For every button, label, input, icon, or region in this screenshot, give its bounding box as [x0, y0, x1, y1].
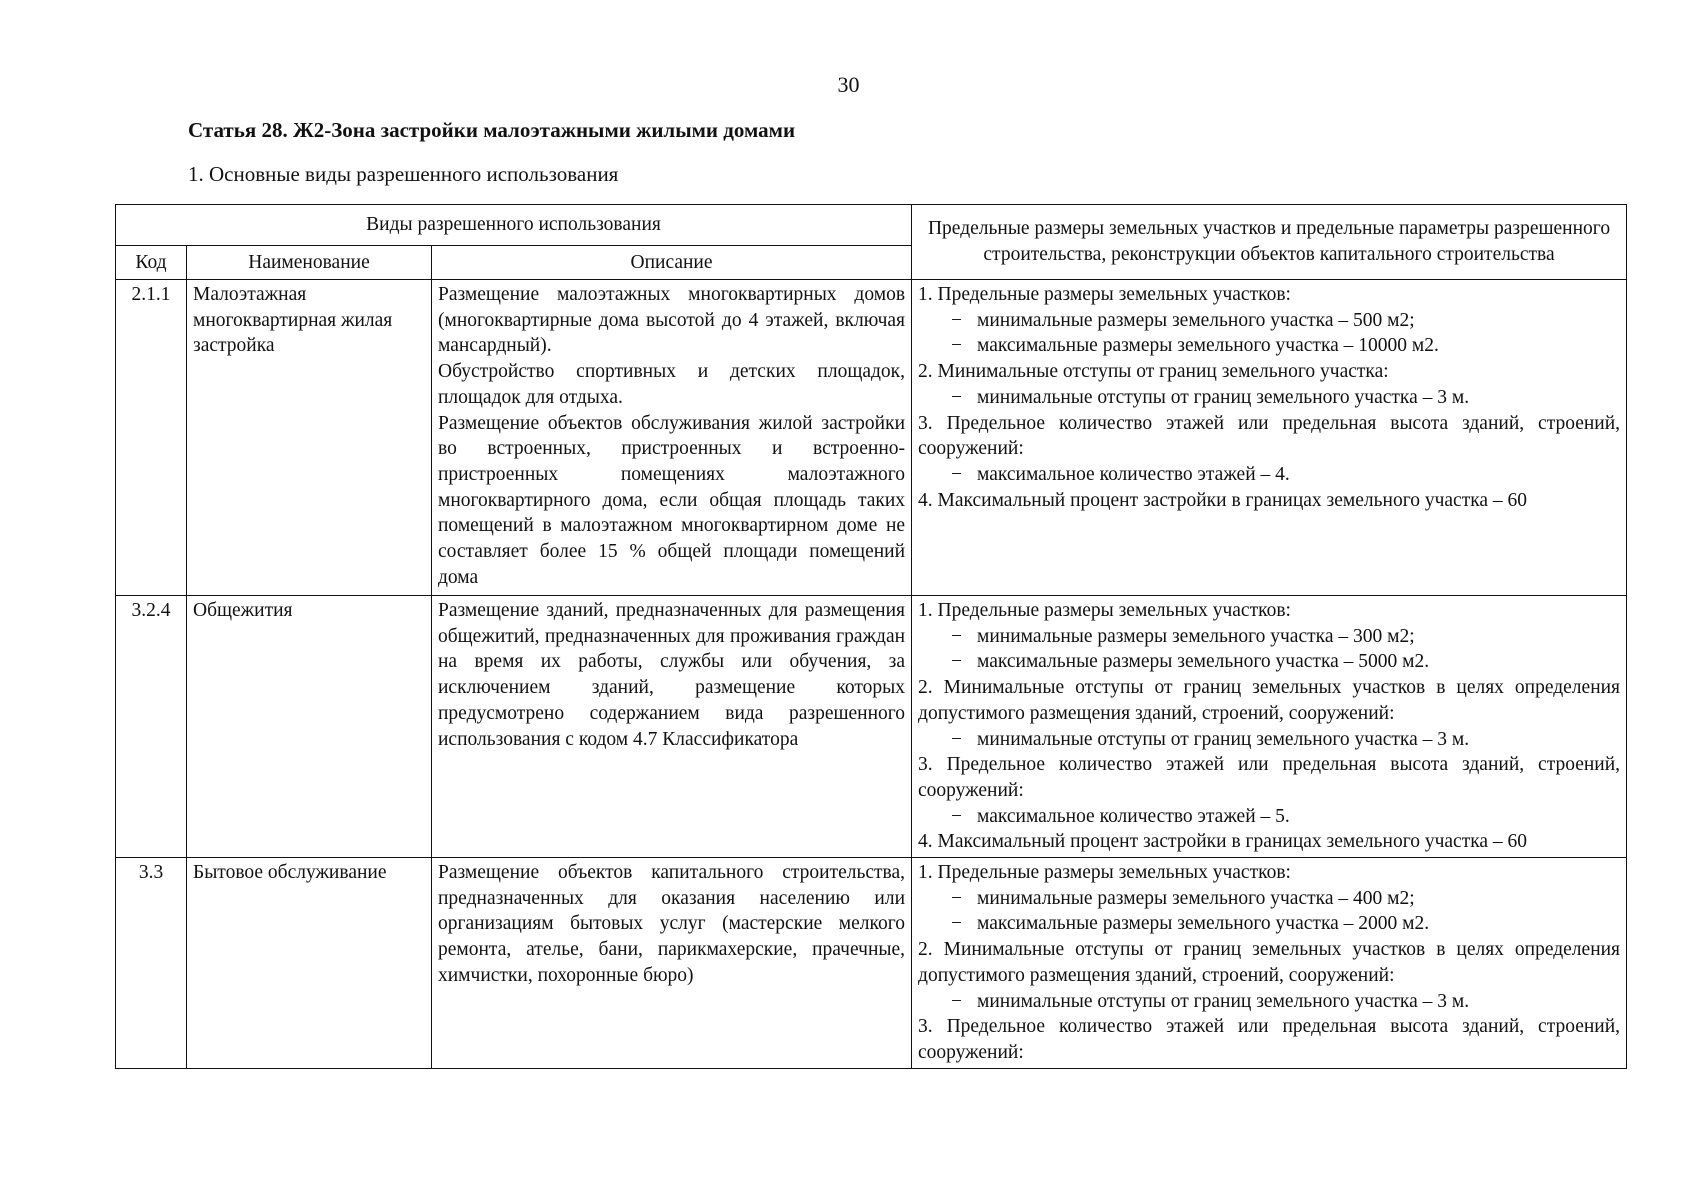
limit-item: 2. Минимальные отступы от границ земельных участков в целях определения допустимого размещения зданий, строений, сооружений: [918, 677, 1621, 724]
table-row [116, 858, 1627, 1069]
table-row [116, 280, 1627, 596]
header-description: Описание [432, 246, 912, 280]
section-heading: 1. Основные виды разрешенного использования [188, 162, 619, 186]
description-paragraph: Размещение малоэтажных многоквартирных домов (многоквартирные дома высотой до 4 этажей, включая мансардный). [438, 284, 906, 357]
header-name: Наименование [187, 246, 432, 280]
header-code: Код [116, 246, 187, 280]
page-number: 30 [837, 72, 860, 97]
row-name: Бытовое обслуживание [187, 858, 432, 1069]
row-description [432, 280, 912, 596]
limit-subitem: − минимальные отступы от границ земельного участка – 3 м. [918, 989, 1620, 1015]
limit-subitem: − максимальное количество этажей – 4. [918, 462, 1620, 488]
limit-item: 3. Предельное количество этажей или предельная высота зданий, строений, сооружений: [918, 412, 1621, 460]
row-name: Малоэтажная многоквартирная жилая застройка [187, 280, 432, 596]
limit-subitem: − минимальные размеры земельного участка – 400 м2; [918, 886, 1620, 912]
limit-item: 4. Максимальный процент застройки в границах земельного участка – 60 [918, 489, 1528, 511]
row-code: 2.1.1 [116, 280, 187, 596]
limit-subitem: − максимальные размеры земельного участка – 5000 м2. [918, 649, 1620, 675]
limit-subitem: − максимальные размеры земельного участка – 10000 м2. [918, 333, 1620, 359]
header-permitted-uses: Виды разрешенного использования [116, 205, 912, 246]
table-row [116, 596, 1627, 858]
limit-subitem: − минимальные размеры земельного участка – 300 м2; [918, 624, 1620, 650]
limit-item: 2. Минимальные отступы от границ земельных участков в целях определения допустимого размещения зданий, строений, сооружений: [918, 939, 1621, 986]
description-paragraph: Размещение объектов обслуживания жилой застройки во встроенных, пристроенных и встроенно-пристроенных помещениях малоэтажного многоквартирного дома, если общая площадь таких помещений в малоэтажном многоквартирном доме не составляет более 15 % общей площади помещений дома [438, 412, 906, 588]
limit-item: 4. Максимальный процент застройки в границах земельного участка – 60 [918, 831, 1528, 853]
limit-subitem: − минимальные размеры земельного участка – 500 м2; [918, 308, 1620, 334]
limit-subitem: − минимальные отступы от границ земельного участка – 3 м. [918, 385, 1620, 411]
limit-item: 3. Предельное количество этажей или предельная высота зданий, строений, сооружений: [918, 754, 1621, 801]
limit-item: 1. Предельные размеры земельных участков: [918, 284, 1291, 305]
limit-subitem: − максимальное количество этажей – 5. [918, 804, 1620, 830]
permitted-use-table [115, 204, 1627, 1069]
row-code: 3.3 [116, 858, 187, 1069]
row-limits [912, 596, 1627, 858]
limit-item: 3. Предельное количество этажей или предельная высота зданий, строений, сооружений: [918, 1016, 1621, 1063]
article-title: Статья 28. Ж2-Зона застройки малоэтажными жилыми домами [188, 118, 796, 142]
description-paragraph: Размещение объектов капитального строительства, предназначенных для оказания населению или организациям бытовых услуг (мастерские мелкого ремонта, ателье, бани, парикмахерские, прачечные, химчистки, похоронные бюро) [438, 862, 906, 986]
limit-item: 1. Предельные размеры земельных участков: [918, 862, 1291, 884]
row-name: Общежития [187, 596, 432, 858]
row-description [432, 596, 912, 858]
limit-subitem: − максимальные размеры земельного участка – 2000 м2. [918, 911, 1620, 937]
description-paragraph: Размещение зданий, предназначенных для размещения общежитий, предназначенных для проживания граждан на время их работы, службы или обучения, за исключением зданий, размещение которых предусмотрено содержанием вида разрешенного использования с кодом 4.7 Классификатора [438, 600, 906, 750]
row-code: 3.2.4 [116, 596, 187, 858]
description-paragraph: Обустройство спортивных и детских площадок, площадок для отдыха. [438, 361, 906, 408]
limit-item: 1. Предельные размеры земельных участков: [918, 600, 1291, 621]
header-limits: Предельные размеры земельных участков и предельные параметры разрешенного строительства, реконструкции объектов капитального строительства [912, 205, 1627, 280]
row-limits [912, 280, 1627, 596]
limit-subitem: − минимальные отступы от границ земельного участка – 3 м. [918, 727, 1620, 753]
row-limits [912, 858, 1627, 1069]
row-description [432, 858, 912, 1069]
limit-item: 2. Минимальные отступы от границ земельного участка: [918, 361, 1389, 383]
